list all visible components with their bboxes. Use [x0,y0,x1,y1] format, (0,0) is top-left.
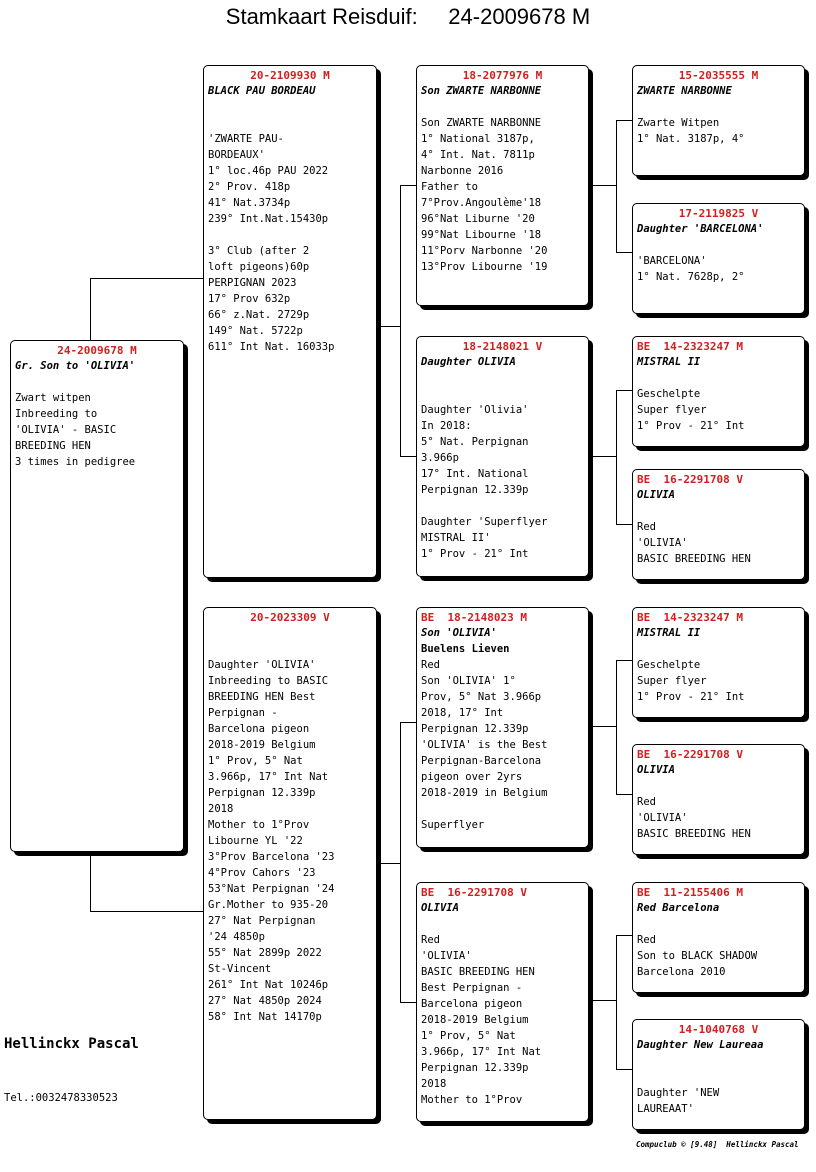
ring-number: 17-2119825 V [678,207,759,220]
pigeon-name: Daughter New Laureaa [637,1039,764,1051]
sire-dam-card [416,336,589,577]
pigeon-description: Zwarte Witpen 1° Nat. 3187p, 4° [637,117,745,145]
pigeon-description: Daughter 'Olivia' In 2018: 5° Nat. Perpignan 3.966p 17° Int. National Perpignan 12.339p Daughter 'Superflyer MISTRAL II' 1° Prov - 21° Int [421,404,548,560]
owner-phone: Tel.:0032478330523 [4,1092,118,1104]
connector-line [616,120,617,252]
pigeon-description: Zwart witpen Inbreeding to 'OLIVIA' - BASIC BREEDING HEN 3 times in pedigree [15,392,136,468]
ring-number: 20-2109930 M [250,69,330,82]
pigeon-name: OLIVIA [637,764,675,776]
connector-line [590,1000,616,1001]
pigeon-description: Daughter 'NEW LAUREAAT' [637,1087,720,1115]
pigeon-description: 'BARCELONA' 1° Nat. 7628p, 2° [637,255,745,283]
connector-line [400,1002,417,1003]
pigeon-name: Gr. Son to 'OLIVIA' [15,360,136,372]
dam-dam-card [416,882,589,1122]
pigeon-name: BLACK PAU BORDEAU [208,85,316,97]
connector-line [616,390,633,391]
ring-number: 18-2077976 M [462,69,543,82]
pigeon-description: Red Son to BLACK SHADOW Barcelona 2010 [637,934,758,978]
ddd-card [632,1019,805,1130]
pigeon-name: Red Barcelona [637,902,720,914]
sire-sire-card [416,65,589,306]
dsd-card [632,744,805,855]
pigeon-description: Geschelpte Super flyer 1° Prov - 21° Int [637,388,745,432]
connector-line [90,278,204,279]
connector-line [400,722,417,723]
pigeon-description: 'ZWARTE PAU- BORDEAUX' 1° loc.46p PAU 2022 2° Prov. 418p 41° Nat.3734p 239° Int.Nat.15430p 3° Club (after 2 loft pigeons)60p PERPIGNAN 2023 17° Prov 632p 66° z.Nat. 2729p 149° Nat. 5722p 611° Int Nat. 16033p [208,133,335,353]
dds-card [632,882,805,993]
connector-line [616,120,633,121]
ring-number: 14-1040768 V [678,1023,759,1036]
pigeon-description: Red 'OLIVIA' BASIC BREEDING HEN [637,796,751,840]
pigeon-description: Red 'OLIVIA' BASIC BREEDING HEN [637,521,751,565]
connector-line [616,660,633,661]
ring-number: 18-2148021 V [462,340,543,353]
connector-line [590,726,616,727]
ring-number: BE 16-2291708 V [637,748,743,761]
ring-number: 15-2035555 M [678,69,759,82]
connector-line [616,660,617,794]
page-title: Stamkaart Reisduif: 24-2009678 M [225,4,591,29]
connector-line [90,278,91,340]
connector-line [378,863,400,864]
connector-line [616,935,617,1069]
ring-number: BE 14-2323247 M [637,611,743,624]
breeder-name: Buelens Lieven [421,643,510,655]
pigeon-name: ZWARTE NARBONNE [637,85,732,97]
ring-number: BE 11-2155406 M [637,886,743,899]
pigeon-description: Daughter 'OLIVIA' Inbreeding to BASIC BREEDING HEN Best Perpignan - Barcelona pigeon 2018-2019 Belgium 1° Prov, 5° Nat 3.966p, 17° Int Nat Perpignan 12.339p 2018 Mother to 1°Prov Libourne YL '22 3°Prov Barcelona '23 4°Prov Cahors '23 53°Nat Perpignan '24 Gr.Mother to 935-20 27° Nat Perpignan '24 4850p 55° Nat 2899p 2022 St-Vincent 261° Int Nat 10246p 27° Nat 4850p 2024 58° Int Nat 14170p [208,659,335,1023]
connector-line [400,185,401,456]
connector-line [616,935,633,936]
connector-line [400,456,417,457]
connector-line [590,185,616,186]
ring-number: BE 18-2148023 M [421,611,527,624]
sire-card [203,65,377,578]
pigeon-name: MISTRAL II [637,627,701,639]
pigeon-name: OLIVIA [637,489,675,501]
connector-line [90,911,204,912]
ring-number: BE 16-2291708 V [637,473,743,486]
connector-line [90,852,91,912]
pigeon-name: MISTRAL II [637,356,701,368]
sdd-card [632,469,805,580]
sds-card [632,336,805,447]
pigeon-name: OLIVIA [421,902,459,914]
dam-sire-card [416,607,589,848]
connector-line [378,326,400,327]
ring-number: BE 14-2323247 M [637,340,743,353]
connector-line [616,390,617,524]
ring-number: BE 16-2291708 V [421,886,527,899]
pigeon-description: Red 'OLIVIA' BASIC BREEDING HEN Best Perpignan - Barcelona pigeon 2018-2019 Belgium 1° Prov, 5° Nat 3.966p, 17° Int Nat Perpignan 12.339p 2018 Mother to 1°Prov [421,934,542,1106]
owner-name: Hellinckx Pascal [4,1036,139,1052]
pigeon-name: Son ZWARTE NARBONNE [421,85,542,97]
connector-line [616,524,633,525]
pigeon-name: Daughter 'BARCELONA' [637,223,764,235]
pigeon-description: Geschelpte Super flyer 1° Prov - 21° Int [637,659,745,703]
footer-credit: Compuclub © [9.48] Hellinckx Pascal [636,1140,799,1149]
connector-line [590,456,616,457]
pigeon-description: Red Son 'OLIVIA' 1° Prov, 5° Nat 3.966p 2018, 17° Int Perpignan 12.339p 'OLIVIA' is the Best Perpignan-Barcelona pigeon over 2yrs 2018-2019 in Belgium Superflyer [421,659,548,831]
dam-card [203,607,377,1120]
subject-card [10,340,184,852]
pigeon-name: Daughter OLIVIA [421,356,516,368]
ring-number: 20-2023309 V [250,611,330,624]
connector-line [400,722,401,1002]
connector-line [616,1069,633,1070]
ssd-card [632,203,805,314]
connector-line [400,185,417,186]
connector-line [616,252,633,253]
sss-card [632,65,805,176]
connector-line [616,794,633,795]
dss-card [632,607,805,718]
ring-number: 24-2009678 M [57,344,137,357]
pigeon-description: Son ZWARTE NARBONNE 1° National 3187p, 4° Int. Nat. 7811p Narbonne 2016 Father to 7°Prov.Angoulème'18 96°Nat Liburne '20 99°Nat Libourne '18 11°Porv Narbonne '20 13°Prov Libourne '19 [421,117,548,273]
pigeon-name: Son 'OLIVIA' [421,627,497,639]
